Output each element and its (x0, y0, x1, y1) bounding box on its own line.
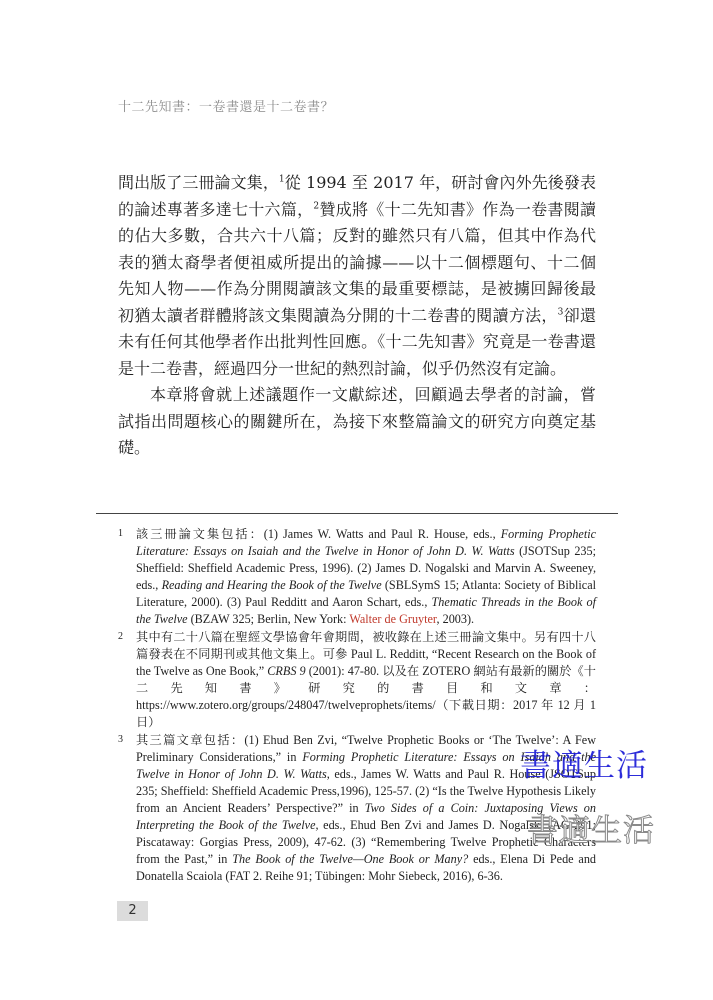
text-span: 該三冊論文集包括：(1) James W. Watts and Paul R. House, eds., (136, 527, 501, 541)
text-span: (BZAW 325; Berlin, New York: (187, 612, 350, 626)
paragraph-1 (118, 170, 596, 382)
footnote-1 (118, 526, 596, 628)
footnote-2 (118, 629, 596, 731)
book-title: Thematic Threads in the Book of the Twelve (136, 595, 596, 626)
text-span: (JSOTSup 235; Sheffield: Sheffield Academic Press, 1996). (2) James D. Nogalski and Marvin A. Sweeney, eds., (136, 544, 596, 592)
footnote-ref-1[interactable]: 1 (278, 174, 285, 185)
text-span: , 2003). (436, 612, 475, 626)
footnote-number: 2 (118, 631, 123, 642)
text-span: 從 1994 至 2017 年，研討會內外先後發表的論述專著多達七十六篇， (118, 173, 596, 219)
text-span: 間出版了三冊論文集， (118, 173, 279, 192)
text-span: eds., Elena Di Pede and Donatella Scaiola (FAT 2. Reihe 91; Tübingen: Mohr Siebeck, 2016), 6-36. (136, 852, 597, 883)
journal-title: CRBS 9 (267, 664, 306, 678)
text-span: (SBLSymS 15; Atlanta: Society of Biblical Literature, 2000). (3) Paul Redditt and Aaron Schart, eds., (136, 578, 596, 609)
text-span: (2001): 47-80. 以及在 ZOTERO 網站有最新的關於《十二先知書》研究的書目和文章：https://www.zotero.org/groups/248047/twelveprophets/items/（下載日期：2017 年 12 月 1 日） (136, 664, 596, 729)
page-number: 2 (117, 901, 148, 921)
footnote-number: 3 (118, 734, 123, 745)
footnote-divider (96, 513, 618, 514)
book-title: Two Sides of a Coin: Juxtaposing Views on Interpreting the Book of the Twelve, (136, 801, 596, 832)
publisher-link[interactable]: Walter de Gruyter (349, 612, 437, 626)
book-title: Forming Prophetic Literature: Essays on Isaiah and the Twelve in Honor of John D. W. Watts (136, 750, 596, 781)
footnote-ref-3[interactable]: 3 (557, 307, 564, 318)
text-span: , eds., James W. Watts and Paul R. House (JSOTSup 235; Sheffield: Sheffield Academic Press,1996), 125-57. (2) “Is the Twelve Hypothesis Likely from an Ancient Readers’ Perspective?” in (136, 767, 596, 815)
running-head: 十二先知書：一卷書還是十二卷書？ (118, 100, 335, 115)
text-span: 卻還未有任何其他學者作出批判性回應。《十二先知書》究竟是一卷書還是十二卷書，經過四分一世紀的熱烈討論，似乎仍然沒有定論。 (118, 305, 596, 378)
watermark-gray: 書適生活 (527, 813, 655, 849)
footnotes (118, 526, 596, 886)
book-title: The Book of the Twelve—One Book or Many? (232, 852, 469, 866)
text-span: 贊成將《十二先知書》作為一卷書閱讀的佔大多數，合共六十八篇；反對的雖然只有八篇，但其中作為代表的猶太裔學者便祖威所提出的論據——以十二個標題句、十二個先知人物——作為分開閱讀該文集的最重要標誌，是被擄回歸後最初猶太讀者群體將該文集閱讀為分開的十二卷書的閱讀方法， (118, 199, 596, 325)
book-title: Forming Prophetic Literature: Essays on Isaiah and the Twelve in Honor of John D. W. Watts (136, 527, 597, 558)
footnote-ref-2[interactable]: 2 (313, 201, 320, 212)
watermark-blue: 書適生活 (520, 748, 648, 784)
text-span: 其中有二十八篇在聖經文學協會年會期間，被收錄在上述三冊論文集中。另有四十八篇發表在不同期刊或其他文集上。可參 Paul L. Redditt, “Recent Research on the Book of the Twelve as One Book,” (136, 630, 596, 678)
body-text (118, 170, 596, 462)
footnote-number: 1 (118, 528, 123, 539)
book-title: Reading and Hearing the Book of the Twelve (161, 578, 382, 592)
paragraph-2: 本章將會就上述議題作一文獻綜述，回顧過去學者的討論，嘗試指出問題核心的關鍵所在，為接下來整篇論文的研究方向奠定基礎。 (118, 385, 596, 457)
text-span: eds., Ehud Ben Zvi and James D. Nogalski (AG 201; Piscataway: Gorgias Press, 2009), 47-62. (3) “Remembering Twelve Prophetic Characters from the Past,” in (136, 818, 596, 866)
text-span: 其三篇文章包括：(1) Ehud Ben Zvi, “Twelve Prophetic Books or ‘The Twelve’: A Few Preliminary Considerations,” in (136, 733, 596, 764)
